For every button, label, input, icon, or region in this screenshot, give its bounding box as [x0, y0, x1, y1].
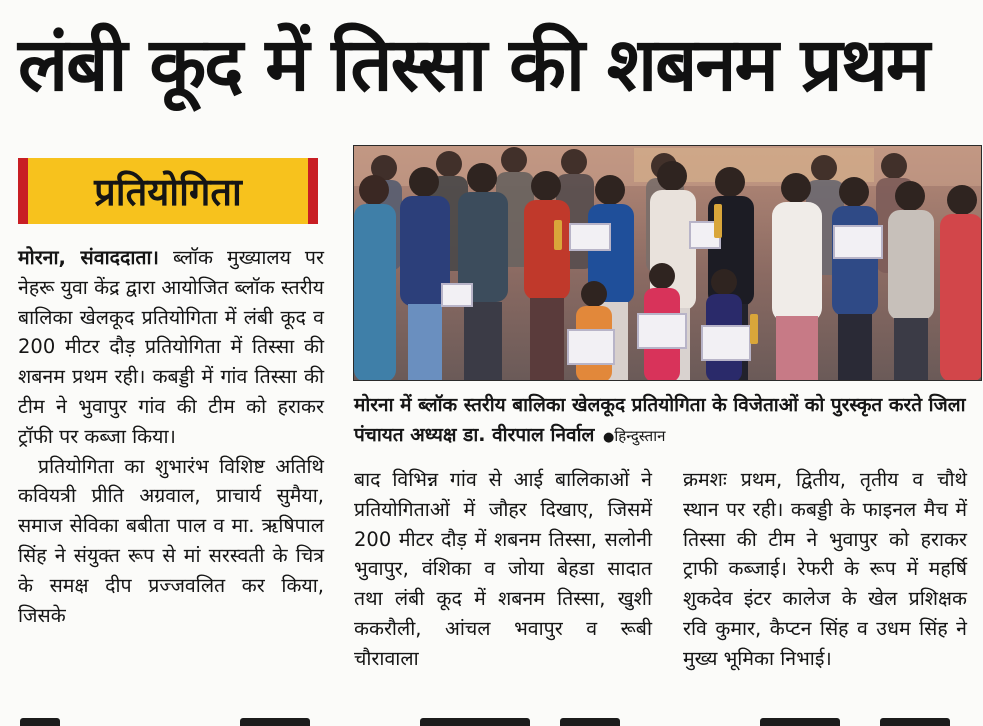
photo-credit: हिन्दुस्तान — [614, 427, 666, 445]
headline: लंबी कूद में तिस्सा की शबनम प्रथम — [18, 22, 929, 108]
rubric-label: प्रतियोगिता — [94, 170, 242, 214]
article-paragraph-2: प्रतियोगिता का शुभारंभ विशिष्ट अतिथि कवियत्री प्रीति अग्रवाल, प्राचार्य सुमैया, समाज सेविका बबीता पाल व मा. ऋषिपाल सिंह ने संयुक्त रूप से मां सरस्वती के चित्र के समक्ष दीप प्रज्जवलित कर किया, जिसके — [18, 454, 324, 627]
article-paragraph-3: बाद विभिन्न गांव से आई बालिकाओं ने प्रतियोगिताओं में जौहर दिखाए, जिसमें 200 मीटर दौड़ में शबनम तिस्सा, सलोनी भुवापुर, वंशिका व जोया बेहडा सादात तथा लंबी कूद में शबनम तिस्सा, खुशी ककरौली, आंचल भवापुर व रूबी चौरावाला — [354, 468, 652, 670]
winners-group-photo — [354, 146, 982, 381]
section-rubric — [18, 158, 318, 224]
article-paragraph-4: क्रमशः प्रथम, द्वितीय, तृतीय व चौथे स्थान पर रही। कबड्डी के फाइनल मैच में तिस्सा की टीम ने भुवापुर को हराकर ट्राफी कब्जाई। रेफरी के रूप में महर्षि शुकदेव इंटर कालेज के खेल प्रशिक्षक रवि कुमार, कैप्टन सिंह व उधम सिंह ने मुख्य भूमिका निभाई। — [683, 468, 967, 670]
next-story-headline-cutoff — [0, 712, 983, 726]
dateline: मोरना, संवाददाता। — [18, 246, 159, 269]
article-column-3 — [683, 465, 967, 674]
article-paragraph-1 — [18, 243, 324, 452]
caption-text: मोरना में ब्लॉक स्तरीय बालिका खेलकूद प्रतियोगिता के विजेताओं को पुरस्कृत करते जिला पंचायत अध्यक्ष डा. वीरपाल निर्वाल — [354, 394, 966, 446]
article-lead-text: ब्लॉक मुख्यालय पर नेहरू युवा केंद्र द्वारा आयोजित ब्लॉक स्तरीय बालिका खेलकूद प्रतियोगिता में लंबी कूद व 200 मीटर दौड़ प्रतियोगिता में तिस्सा की शबनम प्रथम रही। कबड्डी में गांव तिस्सा की टीम ने भुवापुर गांव की टीम को हराकर ट्रॉफी पर कब्जा किया। — [18, 246, 324, 448]
news-photo — [353, 145, 982, 381]
article-column-1 — [18, 243, 324, 630]
credit-marker: ● — [603, 430, 615, 445]
photo-caption — [354, 390, 974, 453]
article-column-2 — [354, 465, 652, 674]
